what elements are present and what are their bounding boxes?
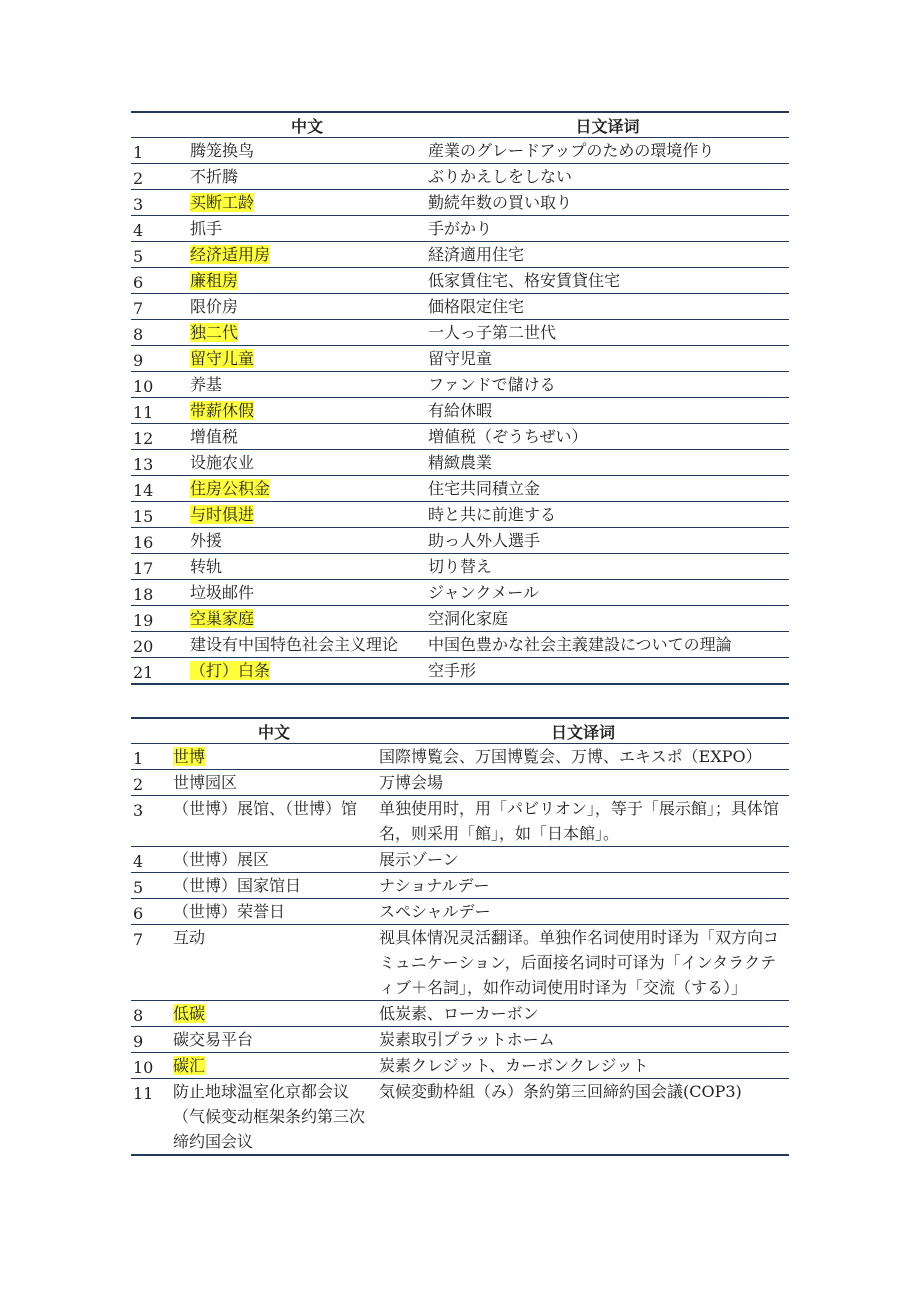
chinese-term: 限价房 (190, 297, 239, 316)
japanese-translation: ナショナルデー (377, 873, 789, 899)
glossary-table-1 (131, 111, 789, 685)
japanese-translation: 住宅共同積立金 (426, 476, 789, 502)
table-row (131, 242, 789, 268)
row-number: 3 (131, 190, 188, 216)
chinese-term-cell (188, 346, 426, 372)
japanese-translation: ファンドで儲ける (426, 372, 789, 398)
japanese-translation: 视具体情况灵活翻译。单独作名词使用时译为「双方向コミュニケーション，后面接名词时可译为「インタラクティブ＋名詞」，如作动词使用时译为「交流（する）」 (377, 925, 789, 1001)
japanese-translation: 展示ゾーン (377, 847, 789, 873)
chinese-term: 带薪休假 (190, 401, 255, 420)
row-number: 18 (131, 580, 188, 606)
japanese-translation: 時と共に前進する (426, 502, 789, 528)
row-number: 8 (131, 320, 188, 346)
row-number: 13 (131, 450, 188, 476)
chinese-term: （世博）国家馆日 (173, 876, 302, 895)
table-header-row (131, 112, 789, 138)
chinese-term: 建设有中国特色社会主义理论 (190, 635, 399, 654)
chinese-term: 世博园区 (173, 773, 238, 792)
chinese-term-cell (188, 424, 426, 450)
japanese-translation: 国際博覧会、万国博覧会、万博、エキスポ（EXPO） (377, 744, 789, 770)
chinese-term: 碳交易平台 (173, 1030, 254, 1049)
japanese-translation: 増値税（ぞうちぜい） (426, 424, 789, 450)
table-row (131, 294, 789, 320)
row-number: 5 (131, 873, 171, 899)
chinese-term-cell (188, 632, 426, 658)
chinese-term-cell (188, 372, 426, 398)
chinese-term: 养基 (190, 375, 223, 394)
table-row (131, 476, 789, 502)
chinese-term-cell (171, 925, 377, 1001)
japanese-translation: 炭素取引プラットホーム (377, 1027, 789, 1053)
row-number: 15 (131, 502, 188, 528)
chinese-term: （世博）展区 (173, 850, 270, 869)
table-row (131, 796, 789, 847)
table-row (131, 450, 789, 476)
chinese-term-cell (171, 770, 377, 796)
chinese-term: 垃圾邮件 (190, 583, 255, 602)
row-number: 11 (131, 398, 188, 424)
japanese-translation: 有給休暇 (426, 398, 789, 424)
chinese-term-cell (188, 242, 426, 268)
row-number: 1 (131, 138, 188, 164)
japanese-translation: 万博会場 (377, 770, 789, 796)
table-row (131, 658, 789, 685)
japanese-translation: 手がかり (426, 216, 789, 242)
table-row (131, 268, 789, 294)
table-row (131, 1001, 789, 1027)
table-row (131, 899, 789, 925)
japanese-translation: ジャンクメール (426, 580, 789, 606)
row-number: 8 (131, 1001, 171, 1027)
chinese-term: 腾笼换鸟 (190, 141, 255, 160)
chinese-term: 经济适用房 (190, 245, 271, 264)
chinese-term: 低碳 (173, 1004, 206, 1023)
row-number: 1 (131, 744, 171, 770)
chinese-term: 与时俱进 (190, 505, 255, 524)
chinese-term: 留守儿童 (190, 349, 255, 368)
table-row (131, 770, 789, 796)
table-row (131, 606, 789, 632)
glossary-table-2 (131, 717, 789, 1156)
table-row (131, 346, 789, 372)
japanese-translation: 産業のグレードアップのための環境作り (426, 138, 789, 164)
table-row (131, 1053, 789, 1079)
table-row (131, 398, 789, 424)
table-row (131, 554, 789, 580)
row-number: 20 (131, 632, 188, 658)
row-number: 4 (131, 847, 171, 873)
table-row (131, 216, 789, 242)
chinese-term: 外援 (190, 531, 223, 550)
chinese-term-cell (188, 190, 426, 216)
table-row (131, 424, 789, 450)
chinese-term-cell (171, 847, 377, 873)
chinese-term: 买断工龄 (190, 193, 255, 212)
row-number: 9 (131, 1027, 171, 1053)
table-row (131, 744, 789, 770)
table-row (131, 925, 789, 1001)
japanese-translation: ぶりかえしをしない (426, 164, 789, 190)
chinese-term-cell (188, 502, 426, 528)
table-row (131, 847, 789, 873)
japanese-translation: 精緻農業 (426, 450, 789, 476)
table-row (131, 632, 789, 658)
chinese-term: 转轨 (190, 557, 223, 576)
row-number: 4 (131, 216, 188, 242)
chinese-term-cell (188, 164, 426, 190)
row-number: 7 (131, 925, 171, 1001)
chinese-term-cell (188, 580, 426, 606)
chinese-term: 设施农业 (190, 453, 255, 472)
chinese-term-cell (188, 528, 426, 554)
japanese-translation: 单独使用时，用「パビリオン」，等于「展示館」；具体馆名，则采用「館」，如「日本館」。 (377, 796, 789, 847)
row-number: 17 (131, 554, 188, 580)
chinese-term: 住房公积金 (190, 479, 271, 498)
japanese-translation: 留守児童 (426, 346, 789, 372)
chinese-term: 世博 (173, 747, 206, 766)
chinese-term: 增值税 (190, 427, 239, 446)
chinese-term: 廉租房 (190, 271, 239, 290)
japanese-translation: 空洞化家庭 (426, 606, 789, 632)
row-number: 10 (131, 1053, 171, 1079)
chinese-term-cell (171, 873, 377, 899)
japanese-translation: 低炭素、ローカーボン (377, 1001, 789, 1027)
japanese-translation: 炭素クレジット、カーボンクレジット (377, 1053, 789, 1079)
chinese-term-cell (188, 554, 426, 580)
chinese-term: （世博）展馆、（世博）馆 (173, 799, 358, 818)
chinese-term-cell (188, 138, 426, 164)
row-number: 10 (131, 372, 188, 398)
chinese-term-cell (171, 1027, 377, 1053)
row-number: 6 (131, 899, 171, 925)
row-number: 14 (131, 476, 188, 502)
num-header (131, 718, 171, 744)
chinese-term-cell (188, 268, 426, 294)
chinese-term: （世博）荣誉日 (173, 902, 286, 921)
chinese-header: 中文 (171, 718, 377, 744)
table-row (131, 502, 789, 528)
table-row (131, 372, 789, 398)
chinese-term: 碳汇 (173, 1056, 206, 1075)
chinese-term-cell (171, 744, 377, 770)
chinese-term-cell (188, 398, 426, 424)
row-number: 2 (131, 770, 171, 796)
chinese-term: 防止地球温室化京都会议（气候变动框架条约第三次缔约国会议 (173, 1082, 366, 1151)
japanese-translation: 低家賃住宅、格安賃貸住宅 (426, 268, 789, 294)
chinese-term-cell (188, 320, 426, 346)
japanese-translation: スペシャルデー (377, 899, 789, 925)
japanese-translation: 価格限定住宅 (426, 294, 789, 320)
row-number: 11 (131, 1079, 171, 1156)
chinese-term-cell (171, 1053, 377, 1079)
chinese-term-cell (188, 658, 426, 685)
japanese-translation: 助っ人外人選手 (426, 528, 789, 554)
table-row (131, 138, 789, 164)
chinese-term-cell (188, 476, 426, 502)
chinese-term: 不折腾 (190, 167, 239, 186)
chinese-term: （打）白条 (190, 661, 271, 680)
japanese-translation: 一人っ子第二世代 (426, 320, 789, 346)
num-header (131, 112, 188, 138)
row-number: 19 (131, 606, 188, 632)
row-number: 3 (131, 796, 171, 847)
chinese-term-cell (188, 294, 426, 320)
table-row (131, 164, 789, 190)
table-row (131, 190, 789, 216)
row-number: 12 (131, 424, 188, 450)
chinese-term-cell (188, 216, 426, 242)
row-number: 5 (131, 242, 188, 268)
chinese-term-cell (171, 796, 377, 847)
table-row (131, 1079, 789, 1156)
japanese-header: 日文译词 (426, 112, 789, 138)
table-header-row (131, 718, 789, 744)
chinese-term: 互动 (173, 928, 206, 947)
row-number: 16 (131, 528, 188, 554)
table-row (131, 873, 789, 899)
chinese-term: 空巢家庭 (190, 609, 255, 628)
japanese-translation: 切り替え (426, 554, 789, 580)
chinese-term-cell (171, 899, 377, 925)
japanese-translation: 勤続年数の買い取り (426, 190, 789, 216)
chinese-header: 中文 (188, 112, 426, 138)
chinese-term: 独二代 (190, 323, 239, 342)
japanese-translation: 空手形 (426, 658, 789, 685)
row-number: 7 (131, 294, 188, 320)
chinese-term-cell (188, 450, 426, 476)
japanese-translation: 気候変動枠組（み）条約第三回締約国会議(COP3) (377, 1079, 789, 1156)
row-number: 6 (131, 268, 188, 294)
japanese-translation: 中国色豊かな社会主義建設についての理論 (426, 632, 789, 658)
chinese-term: 抓手 (190, 219, 223, 238)
japanese-header: 日文译词 (377, 718, 789, 744)
chinese-term-cell (188, 606, 426, 632)
table-row (131, 320, 789, 346)
japanese-translation: 経済適用住宅 (426, 242, 789, 268)
row-number: 9 (131, 346, 188, 372)
chinese-term-cell (171, 1001, 377, 1027)
table-row (131, 580, 789, 606)
row-number: 21 (131, 658, 188, 685)
row-number: 2 (131, 164, 188, 190)
table-row (131, 1027, 789, 1053)
chinese-term-cell (171, 1079, 377, 1156)
table-row (131, 528, 789, 554)
